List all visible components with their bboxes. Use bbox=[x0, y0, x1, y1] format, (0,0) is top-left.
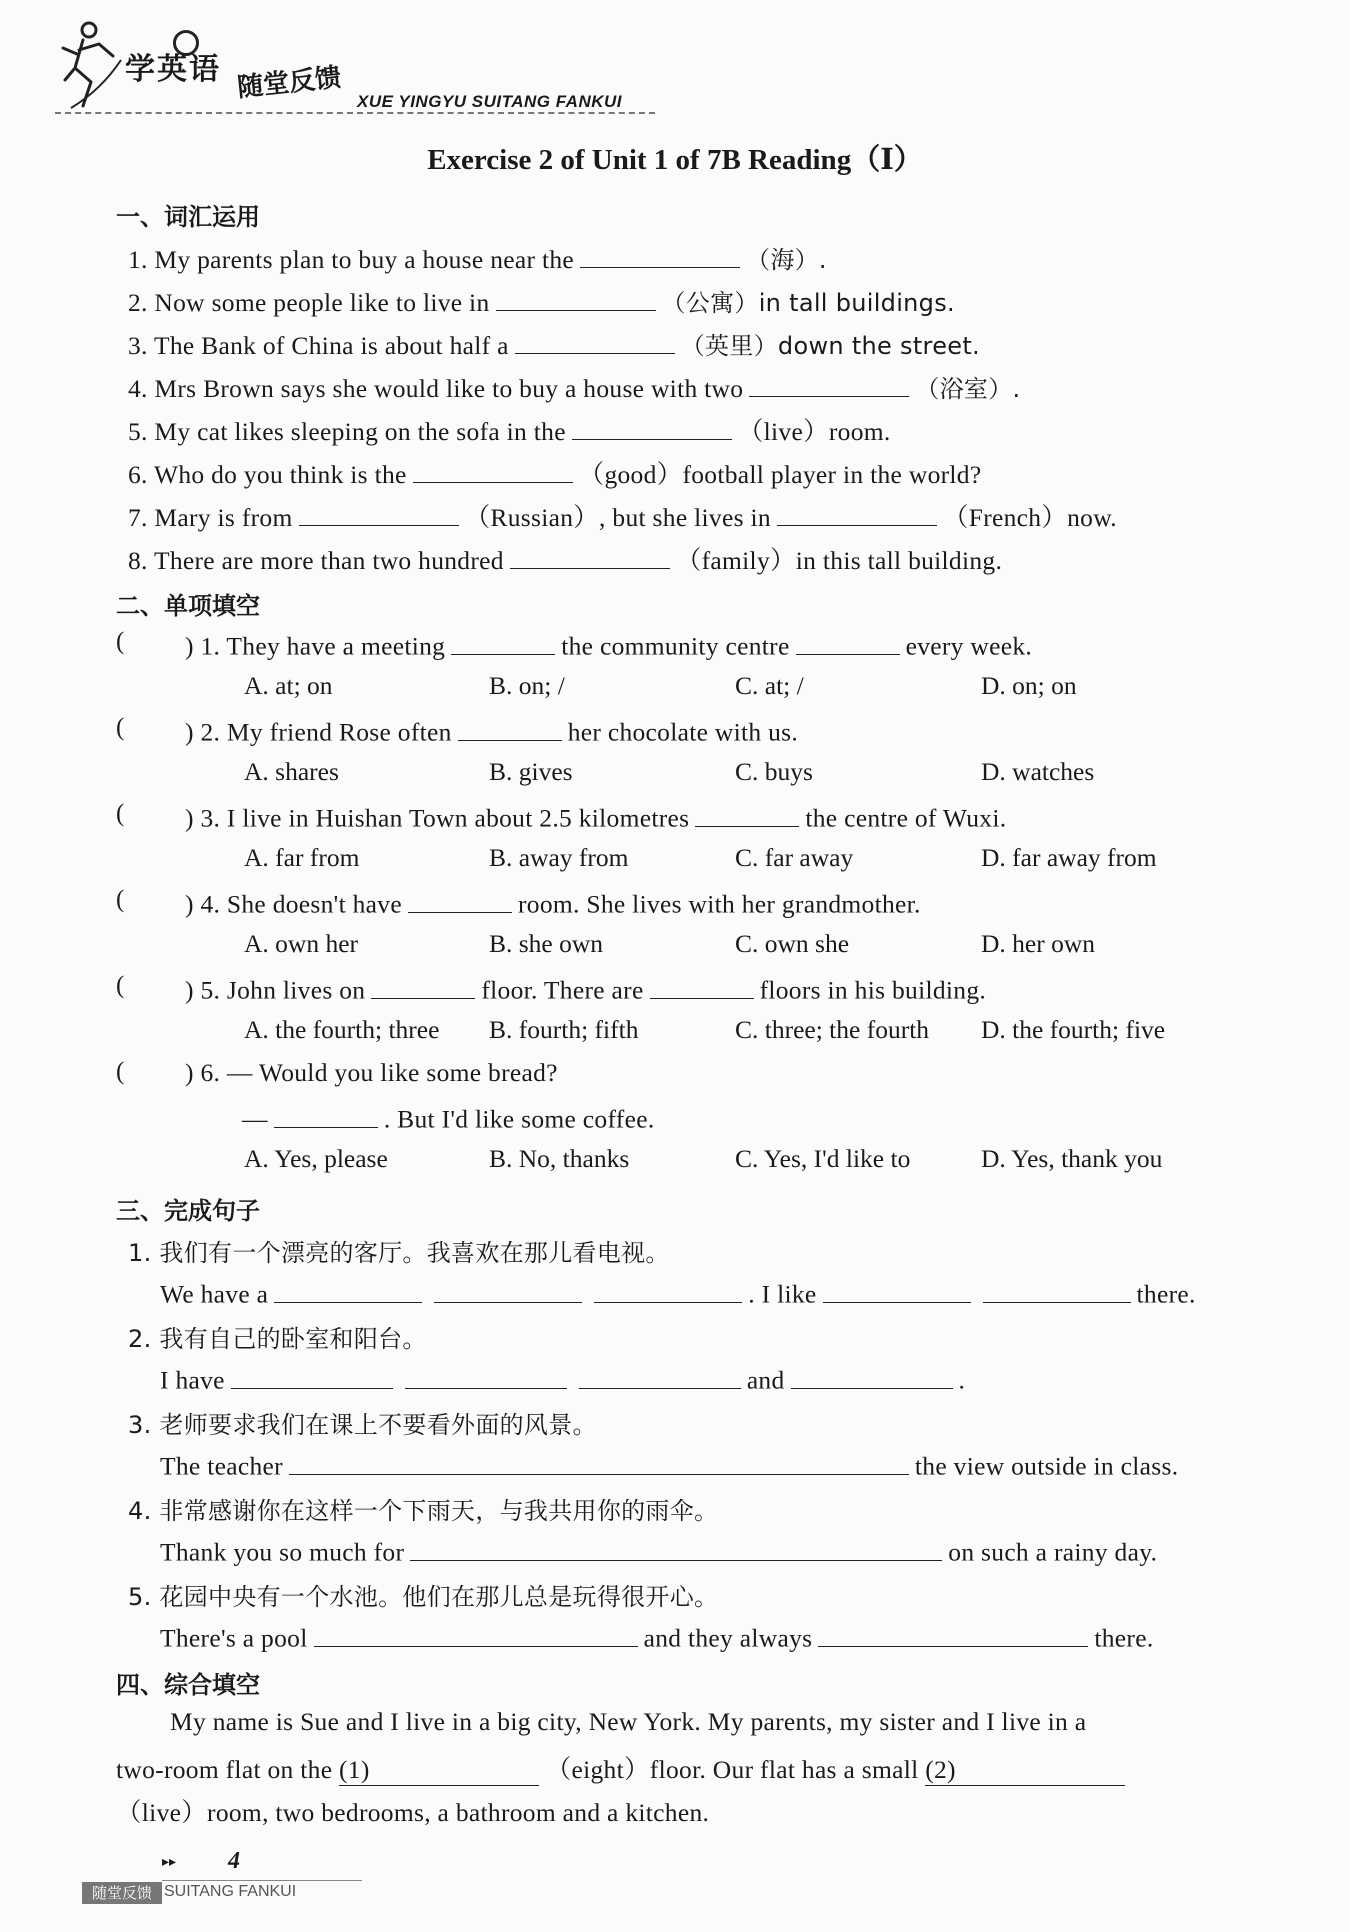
mc-option[interactable]: D. far away from bbox=[981, 843, 1157, 872]
answer-bracket[interactable]: ( bbox=[116, 972, 125, 999]
brand-title: 学英语 bbox=[125, 52, 221, 87]
sentence-answer: There's a pool and they always there. bbox=[160, 1620, 1154, 1654]
answer-blank[interactable] bbox=[410, 1534, 942, 1561]
vocab-item: 4. Mrs Brown says she would like to buy a house with two （浴室）. bbox=[128, 369, 1020, 404]
cloze-line: （live）room, two bedrooms, a bathroom and a kitchen. bbox=[116, 1798, 710, 1827]
brand-pinyin: XUE YINGYU SUITANG FANKUI bbox=[357, 92, 623, 111]
answer-blank bbox=[274, 1101, 378, 1128]
cloze-line: My name is Sue and I live in a big city, New York. My parents, my sister and I live in a bbox=[170, 1707, 1087, 1736]
answer-blank[interactable] bbox=[749, 371, 909, 398]
mc-option[interactable]: C. buys bbox=[735, 757, 813, 786]
answer-blank[interactable] bbox=[515, 328, 675, 355]
answer-bracket[interactable]: ( bbox=[116, 800, 125, 827]
sentence-prompt: 1. 我们有一个漂亮的客厅。我喜欢在那儿看电视。 bbox=[128, 1239, 670, 1267]
answer-blank[interactable] bbox=[572, 414, 732, 441]
mc-option[interactable]: A. shares bbox=[244, 757, 339, 786]
double-arrow-icon: ▸▸ bbox=[162, 1855, 177, 1870]
answer-blank[interactable] bbox=[289, 1448, 909, 1475]
answer-blank bbox=[458, 714, 562, 741]
mc-option[interactable]: A. at; on bbox=[244, 671, 333, 700]
mc-question: ) 1. They have a meeting the community centre every week. bbox=[185, 628, 1032, 662]
answer-bracket[interactable]: ( bbox=[116, 628, 125, 655]
mc-option[interactable]: A. own her bbox=[244, 929, 359, 958]
mc-option[interactable]: B. away from bbox=[489, 843, 629, 872]
vocab-item: 2. Now some people like to live in （公寓）in tall buildings. bbox=[128, 283, 955, 318]
answer-blank[interactable] bbox=[405, 1362, 567, 1389]
answer-blank[interactable] bbox=[274, 1276, 422, 1303]
answer-blank bbox=[371, 972, 475, 999]
footer-brand: SUITANG FANKUI bbox=[164, 1883, 297, 1900]
mc-option[interactable]: D. her own bbox=[981, 929, 1096, 958]
vocab-item: 8. There are more than two hundred （family）in this tall building. bbox=[128, 541, 1002, 577]
mc-question: ) 5. John lives on floor. There are floors in his building. bbox=[185, 972, 986, 1006]
mc-option[interactable]: D. on; on bbox=[981, 671, 1077, 700]
answer-blank[interactable] bbox=[579, 1362, 741, 1389]
mc-option[interactable]: B. gives bbox=[489, 757, 573, 786]
section-heading-cloze: 四、综合填空 bbox=[116, 1671, 260, 1699]
mc-question: ) 4. She doesn't have room. She lives with her grandmother. bbox=[185, 886, 921, 920]
cloze-line: two-room flat on the (1) （eight）floor. Our flat has a small (2) bbox=[116, 1750, 1125, 1786]
sentence-prompt: 4. 非常感谢你在这样一个下雨天，与我共用你的雨伞。 bbox=[128, 1497, 719, 1525]
answer-blank[interactable] bbox=[299, 500, 459, 527]
mc-option[interactable]: B. she own bbox=[489, 929, 604, 958]
mc-option[interactable]: D. watches bbox=[981, 757, 1095, 786]
mc-question: ) 2. My friend Rose often her chocolate with us. bbox=[185, 714, 798, 748]
section-heading-vocab: 一、词汇运用 bbox=[116, 203, 260, 231]
mc-option[interactable]: C. Yes, I'd like to bbox=[735, 1144, 911, 1173]
answer-bracket[interactable]: ( bbox=[116, 714, 125, 741]
answer-blank bbox=[650, 972, 754, 999]
brand-subtitle: 随堂反馈 bbox=[235, 62, 343, 104]
page-header bbox=[55, 14, 675, 114]
sentence-answer: The teacher the view outside in class. bbox=[160, 1448, 1178, 1482]
mc-option[interactable]: A. the fourth; three bbox=[244, 1015, 440, 1044]
answer-blank bbox=[796, 628, 900, 655]
header-divider bbox=[55, 112, 655, 114]
mc-option[interactable]: B. No, thanks bbox=[489, 1144, 630, 1173]
runner-logo-icon bbox=[61, 20, 131, 110]
cloze-blank-2[interactable]: (2) bbox=[925, 1755, 1125, 1786]
answer-blank[interactable] bbox=[791, 1362, 953, 1389]
mc-option[interactable]: A. Yes, please bbox=[244, 1144, 388, 1173]
answer-blank[interactable] bbox=[580, 242, 740, 269]
page-number: 4 bbox=[228, 1848, 240, 1874]
answer-blank bbox=[695, 800, 799, 827]
section-heading-multiple-choice: 二、单项填空 bbox=[116, 592, 260, 620]
vocab-item: 3. The Bank of China is about half a （英里）down the street. bbox=[128, 326, 980, 361]
mc-option[interactable]: B. on; / bbox=[489, 671, 565, 700]
page-title: Exercise 2 of Unit 1 of 7B Reading（Ⅰ） bbox=[427, 144, 923, 176]
sentence-prompt: 3. 老师要求我们在课上不要看外面的风景。 bbox=[128, 1411, 597, 1439]
answer-blank[interactable] bbox=[777, 500, 937, 527]
answer-blank[interactable] bbox=[496, 285, 656, 312]
mc-option[interactable]: C. three; the fourth bbox=[735, 1015, 930, 1044]
answer-blank bbox=[408, 886, 512, 913]
mc-option[interactable]: C. own she bbox=[735, 929, 850, 958]
mc-question-reply: — . But I'd like some coffee. bbox=[242, 1101, 655, 1135]
mc-option[interactable]: D. the fourth; five bbox=[981, 1015, 1166, 1044]
mc-question: ) 3. I live in Huishan Town about 2.5 kilometres the centre of Wuxi. bbox=[185, 800, 1006, 834]
page-footer bbox=[82, 1848, 342, 1908]
mc-question: ) 6. — Would you like some bread? bbox=[185, 1058, 558, 1087]
sentence-answer: Thank you so much for on such a rainy day. bbox=[160, 1534, 1157, 1568]
answer-blank[interactable] bbox=[983, 1276, 1131, 1303]
answer-bracket[interactable]: ( bbox=[116, 886, 125, 913]
answer-blank[interactable] bbox=[314, 1620, 638, 1647]
vocab-item: 6. Who do you think is the （good）football player in the world? bbox=[128, 455, 981, 491]
section-heading-complete-sentences: 三、完成句子 bbox=[116, 1197, 260, 1225]
mc-option[interactable]: C. far away bbox=[735, 843, 854, 872]
answer-blank[interactable] bbox=[594, 1276, 742, 1303]
sentence-answer: I have and . bbox=[160, 1362, 965, 1396]
sentence-answer: We have a . I like there. bbox=[160, 1276, 1196, 1310]
footer-divider bbox=[162, 1880, 362, 1881]
vocab-item: 1. My parents plan to buy a house near the （海）. bbox=[128, 240, 827, 275]
answer-blank[interactable] bbox=[231, 1362, 393, 1389]
answer-blank bbox=[451, 628, 555, 655]
cloze-blank-1[interactable]: (1) bbox=[339, 1755, 539, 1786]
footer-badge: 随堂反馈 bbox=[82, 1882, 162, 1904]
vocab-item: 5. My cat likes sleeping on the sofa in the （live）room. bbox=[128, 412, 891, 448]
sentence-prompt: 2. 我有自己的卧室和阳台。 bbox=[128, 1325, 427, 1353]
answer-blank[interactable] bbox=[510, 543, 670, 570]
sentence-prompt: 5. 花园中央有一个水池。他们在那儿总是玩得很开心。 bbox=[128, 1583, 719, 1611]
mc-option[interactable]: D. Yes, thank you bbox=[981, 1144, 1163, 1173]
answer-blank[interactable] bbox=[823, 1276, 971, 1303]
answer-bracket[interactable]: ( bbox=[116, 1058, 125, 1085]
vocab-item: 7. Mary is from （Russian）, but she lives in （French）now. bbox=[128, 498, 1117, 534]
mc-option[interactable]: B. fourth; fifth bbox=[489, 1015, 639, 1044]
mc-option[interactable]: A. far from bbox=[244, 843, 360, 872]
answer-blank[interactable] bbox=[818, 1620, 1088, 1647]
answer-blank[interactable] bbox=[434, 1276, 582, 1303]
answer-blank[interactable] bbox=[413, 457, 573, 484]
mc-option[interactable]: C. at; / bbox=[735, 671, 804, 700]
